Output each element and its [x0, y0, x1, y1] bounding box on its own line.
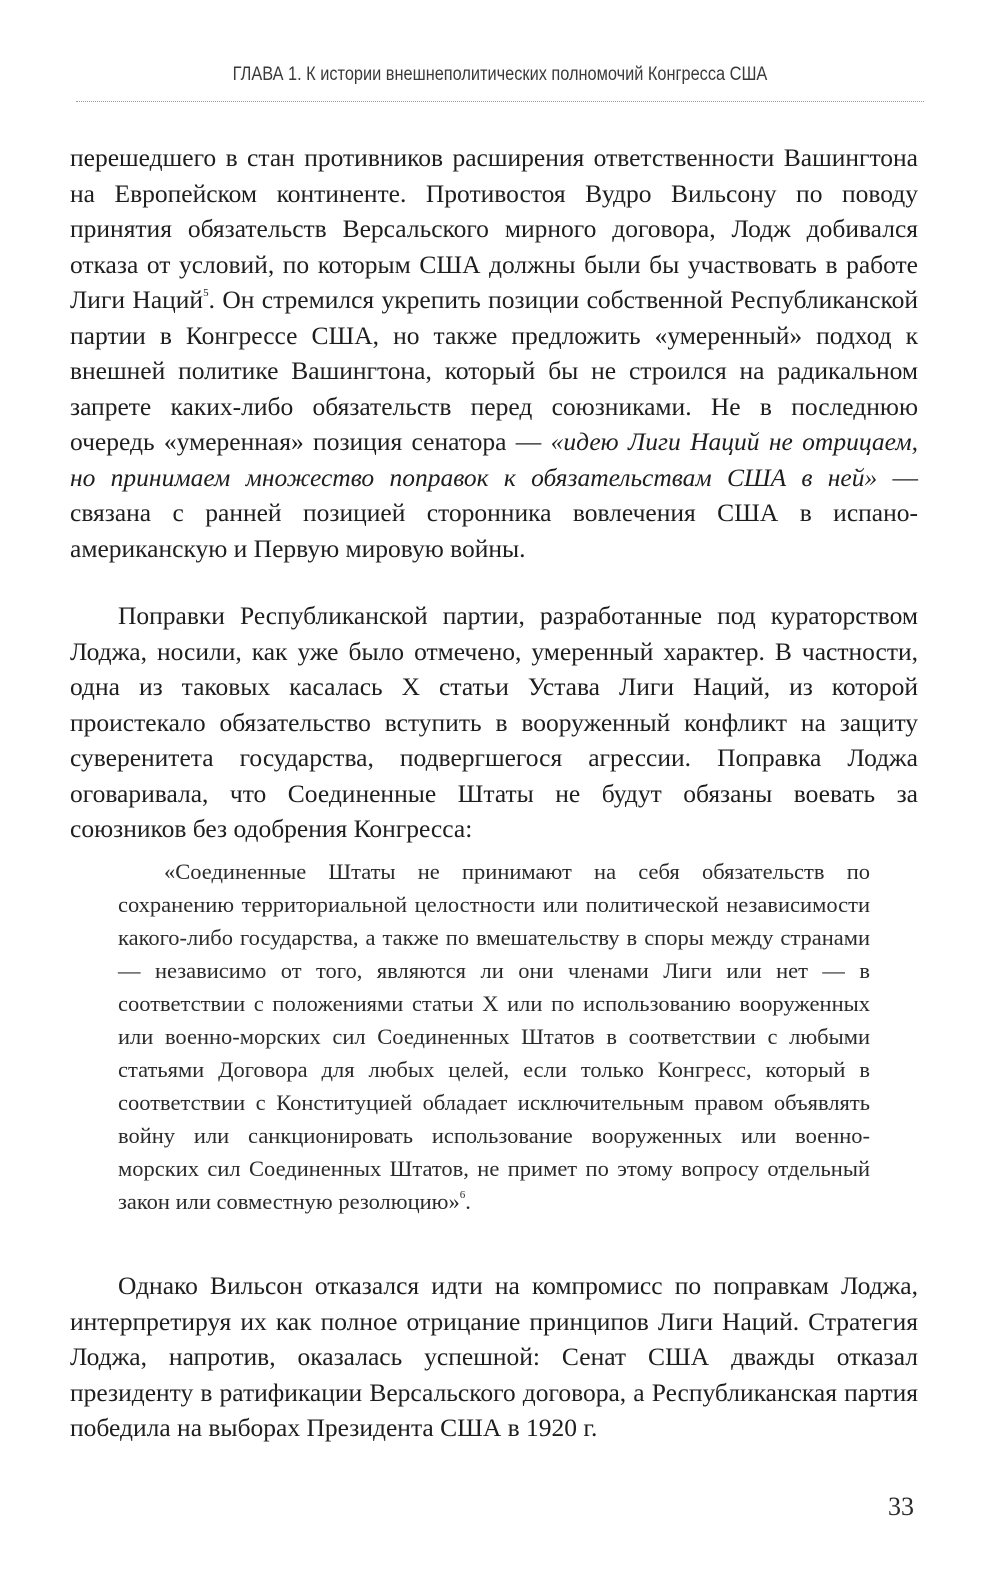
italic-quote: «идею Лиги Наций не отрицаем, но принимаем множество поправок к обязательствам США в ней» [70, 427, 918, 492]
block-quote-end: . [465, 1189, 471, 1214]
paragraph-3-text: Однако Вильсон отказался идти на компромисс по поправкам Лоджа, интерпретируя их как полное отрицание принципов Лиги Наций. Стратегия Лоджа, напротив, оказалась успешной: Сенат США дважды отказал президенту в ратификации Версальского договора, а Республиканская партия победила на выборах Президента США в 1920 г. [70, 1271, 918, 1442]
paragraph-2-text: Поправки Республиканской партии, разработанные под кураторством Лоджа, носили, как уже было отмечено, умеренный характер. В частности, одна из таковых касалась X статьи Устава Лиги Наций, из которой проистекало обязательство вступить в вооруженный конфликт на защиту суверенитета государства, подвергшегося агрессии. Поправка Лоджа оговаривала, что Соединенные Штаты не будут обязаны воевать за союзников без одобрения Конгресса: [70, 601, 918, 843]
paragraph-1-text-a: перешедшего в стан противников расширения ответственности Вашингтона на Европейском континенте. Противостоя Вудро Вильсону по поводу принятия обязательств Версальского мирного договора, Лодж добивался отказа от условий, по которым США должны были бы участвовать в работе Лиги Наций [70, 143, 918, 314]
block-quote-text: «Соединенные Штаты не принимают на себя обязательств по сохранению территориальной целостности или политической независимости какого-либо государства, а также по вмешательству в споры между странами — независимо от того, являются ли они членами Лиги или нет — в соответствии с положениями статьи X или по использованию вооруженных или военно-морских сил Соединенных Штатов в соответствии с любыми статьями Договора для любых целей, если только Конгресс, который в соответствии с Конституцией обладает исключительным правом объявлять войну или санкционировать использование вооруженных или военно-морских сил Соединенных Штатов, не примет по этому вопросу отдельный закон или совместную резолюцию» [118, 859, 870, 1214]
paragraph-1 [70, 140, 918, 566]
paragraph-1-text-b: . Он стремился укрепить позиции собственной Республиканской партии в Конгрессе США, но также предложить «умеренный» подход к внешней политике Вашингтона, который бы не строился на радикальном запрете каких-либо обязательств перед союзниками. Не в последнюю очередь «умеренная» позиция сенатора — [70, 285, 918, 456]
running-header: ГЛАВА 1. К истории внешнеполитических полномочий Конгресса США [232, 64, 768, 85]
paragraph-3 [70, 1268, 918, 1446]
page-number: 33 [888, 1492, 914, 1521]
footnote-ref-5[interactable]: 5 [203, 286, 209, 299]
header-divider [76, 101, 924, 102]
block-quote [118, 855, 870, 1218]
paragraph-1-text-c: — связана с ранней позицией сторонника вовлечения США в испано-американскую и Первую мировую войны. [70, 462, 919, 563]
paragraph-2 [70, 598, 918, 847]
footnote-ref-6[interactable]: 6 [459, 1188, 466, 1201]
